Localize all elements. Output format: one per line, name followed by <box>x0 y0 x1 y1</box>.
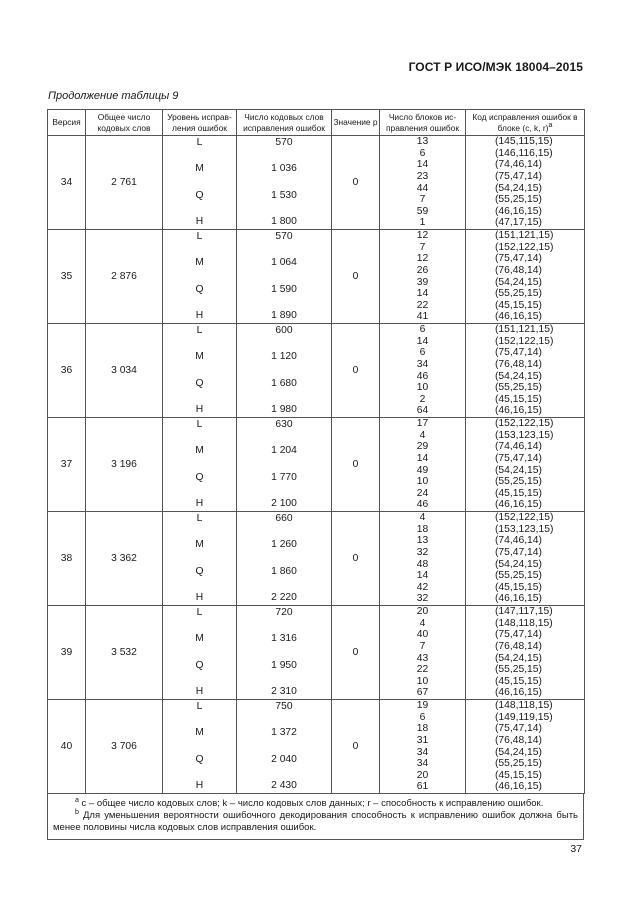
ec-blocks-item: 14 <box>416 335 429 347</box>
table-row <box>48 230 585 324</box>
cell-p-value: 0 <box>332 324 380 418</box>
cell-ec-codewords-list <box>237 512 331 605</box>
ec-blocks-item: 32 <box>416 546 429 558</box>
ec-code-item: (152,122,15) <box>495 418 554 430</box>
ec-level-item: M <box>195 445 204 457</box>
ec-code-item: (54,24,15) <box>495 370 542 382</box>
col-header-ec-code <box>466 110 585 136</box>
cell-ec-code <box>466 418 585 512</box>
ec-code-item: (55,25,15) <box>495 288 542 300</box>
ec-code-item: (75,47,14) <box>495 347 542 359</box>
cell-ec-codewords <box>237 136 332 230</box>
ec-code-item: (54,24,15) <box>495 182 542 194</box>
ec-level-item: L <box>196 137 203 148</box>
table-caption: Продолжение таблицы 9 <box>48 90 179 102</box>
ec-level-item: Q <box>195 471 204 483</box>
ec-level-item: Q <box>195 283 204 295</box>
ec-code-item: (153,123,15) <box>495 429 554 441</box>
cell-ec-level-list <box>163 230 236 323</box>
ec-code-item: (55,25,15) <box>495 194 542 206</box>
ec-blocks-item: 48 <box>416 558 429 570</box>
ec-codewords-item: 2 100 <box>271 497 297 509</box>
cell-ec-code <box>466 230 585 324</box>
ec-blocks-item: 34 <box>416 358 429 370</box>
ec-level-item: L <box>196 701 203 712</box>
ec-code-item: (148,118,15) <box>495 617 553 629</box>
table-header-row <box>48 110 585 136</box>
cell-p-value: 0 <box>332 418 380 512</box>
ec-blocks-item: 7 <box>419 640 426 652</box>
ec-blocks-item: 12 <box>416 230 429 242</box>
cell-version: 37 <box>48 418 86 512</box>
ec-blocks-item: 31 <box>416 734 429 746</box>
table-row <box>48 324 585 418</box>
footnote-b <box>53 810 578 834</box>
ec-blocks-item: 1 <box>419 217 426 229</box>
col-header-ec-level: Уровень исправ-ления ошибок <box>163 110 237 136</box>
ec-codewords-item: 1 890 <box>271 309 297 321</box>
ec-code-item: (74,46,14) <box>495 535 542 547</box>
cell-ec-codewords-list <box>237 230 331 323</box>
ec-code-item: (152,122,15) <box>495 241 554 253</box>
ec-blocks-item: 26 <box>416 264 429 276</box>
cell-ec-blocks-list <box>380 324 465 417</box>
cell-ec-code-list <box>466 606 584 699</box>
table-row <box>48 512 585 606</box>
cell-ec-codewords-list <box>237 136 331 229</box>
cell-ec-blocks-list <box>380 418 465 511</box>
ec-codewords-item: 1 980 <box>271 403 297 415</box>
ec-code-item: (54,24,15) <box>495 558 542 570</box>
cell-version: 39 <box>48 606 86 700</box>
footnote-ref-a: a <box>548 121 553 129</box>
cell-ec-codewords <box>237 324 332 418</box>
ec-code-item: (75,47,14) <box>495 452 542 464</box>
ec-code-item: (54,24,15) <box>495 746 542 758</box>
col-header-ec-code-text: Код исправления ошибок в блоке (c, k, r) <box>472 112 578 133</box>
ec-code-item: (46,16,15) <box>495 499 542 511</box>
cell-ec-blocks-list <box>380 136 465 229</box>
ec-level-item: H <box>195 403 204 415</box>
ec-blocks-item: 14 <box>416 452 429 464</box>
ec-code-item: (75,47,14) <box>495 723 542 735</box>
ec-blocks-item: 67 <box>416 687 429 699</box>
cell-ec-level <box>163 230 237 324</box>
ec-level-item: L <box>196 231 203 242</box>
cell-ec-blocks <box>380 700 466 794</box>
cell-p-value: 0 <box>332 606 380 700</box>
ec-blocks-item: 29 <box>416 441 429 453</box>
ec-code-item: (46,16,15) <box>495 405 542 417</box>
ec-blocks-item: 13 <box>416 136 429 148</box>
cell-ec-codewords-list <box>237 418 331 511</box>
ec-level-item: Q <box>195 753 204 765</box>
ec-code-item: (76,48,14) <box>495 358 542 370</box>
ec-codewords-item: 1 372 <box>271 727 297 739</box>
cell-ec-code <box>466 606 585 700</box>
col-header-total-codewords: Общее число кодовых слов <box>86 110 163 136</box>
cell-total-codewords: 2 761 <box>86 136 163 230</box>
cell-ec-codewords <box>237 418 332 512</box>
ec-blocks-item: 44 <box>416 182 429 194</box>
ec-blocks-item: 14 <box>416 159 429 171</box>
ec-blocks-item: 13 <box>416 535 429 547</box>
ec-blocks-item: 20 <box>416 606 429 618</box>
cell-version: 36 <box>48 324 86 418</box>
ec-code-item: (74,46,14) <box>495 159 542 171</box>
ec-code-item: (45,15,15) <box>495 769 542 781</box>
ec-codewords-item: 1 860 <box>271 565 297 577</box>
table-row <box>48 700 585 794</box>
ec-blocks-item: 10 <box>416 675 429 687</box>
ec-code-item: (55,25,15) <box>495 758 542 770</box>
footnote-mark-a: a <box>75 796 79 804</box>
ec-codewords-item: 2 430 <box>271 779 297 791</box>
ec-codewords-item: 1 590 <box>271 283 297 295</box>
ec-codewords-item: 1 036 <box>271 163 297 175</box>
ec-blocks-item: 6 <box>419 711 426 723</box>
cell-p-value: 0 <box>332 230 380 324</box>
ec-blocks-item: 14 <box>416 570 429 582</box>
cell-ec-blocks-list <box>380 230 465 323</box>
cell-ec-code <box>466 136 585 230</box>
ec-level-item: M <box>195 727 204 739</box>
cell-ec-blocks-list <box>380 606 465 699</box>
ec-code-item: (76,48,14) <box>495 640 542 652</box>
cell-ec-blocks-list <box>380 512 465 605</box>
table-footnotes <box>47 794 584 840</box>
ec-codewords-item: 750 <box>275 701 293 712</box>
ec-codewords-item: 1 770 <box>271 471 297 483</box>
ec-level-item: M <box>195 257 204 269</box>
ec-level-item: H <box>195 591 204 603</box>
ec-blocks-item: 14 <box>416 288 429 300</box>
ec-blocks-item: 7 <box>419 194 426 206</box>
cell-ec-blocks <box>380 324 466 418</box>
ec-blocks-item: 18 <box>416 523 429 535</box>
ec-blocks-item: 42 <box>416 581 429 593</box>
ec-blocks-item: 12 <box>416 253 429 265</box>
ec-codewords-item: 600 <box>275 325 293 336</box>
cell-ec-level-list <box>163 512 236 605</box>
cell-ec-code-list <box>466 136 584 229</box>
ec-blocks-item: 6 <box>419 347 426 359</box>
cell-total-codewords: 3 706 <box>86 700 163 794</box>
ec-blocks-item: 7 <box>419 241 426 253</box>
cell-ec-blocks-list <box>380 700 465 793</box>
cell-total-codewords: 2 876 <box>86 230 163 324</box>
ec-blocks-item: 46 <box>416 499 429 511</box>
ec-blocks-item: 19 <box>416 700 429 712</box>
cell-p-value: 0 <box>332 512 380 606</box>
cell-p-value: 0 <box>332 136 380 230</box>
ec-blocks-item: 23 <box>416 170 429 182</box>
ec-blocks-item: 4 <box>419 429 426 441</box>
ec-code-item: (151,121,15) <box>495 230 554 242</box>
table-row <box>48 606 585 700</box>
ec-code-item: (146,116,15) <box>495 147 553 159</box>
ec-code-item: (45,15,15) <box>495 581 542 593</box>
ec-blocks-item: 4 <box>419 617 426 629</box>
cell-ec-code-list <box>466 418 584 511</box>
ec-level-item: H <box>195 497 204 509</box>
cell-ec-level-list <box>163 136 236 229</box>
cell-ec-codewords-list <box>237 700 331 793</box>
cell-total-codewords: 3 196 <box>86 418 163 512</box>
ec-codewords-item: 1 950 <box>271 659 297 671</box>
ec-blocks-item: 32 <box>416 593 429 605</box>
footnote-b-text: Для уменьшения вероятности ошибочного декодирования способность к исправлению ошибок должна быть менее половины числа кодовых слов исправления ошибок. <box>53 810 578 833</box>
cell-ec-level-list <box>163 418 236 511</box>
col-header-p-value: Значение p <box>332 110 380 136</box>
ec-codewords-item: 1 680 <box>271 377 297 389</box>
ec-level-item: L <box>196 607 203 618</box>
table-row <box>48 418 585 512</box>
ec-code-item: (54,24,15) <box>495 464 542 476</box>
ec-level-item: L <box>196 513 203 524</box>
ec-blocks-item: 22 <box>416 299 429 311</box>
ec-blocks-item: 46 <box>416 370 429 382</box>
ec-level-item: Q <box>195 565 204 577</box>
cell-p-value: 0 <box>332 700 380 794</box>
ec-code-item: (75,47,14) <box>495 253 542 265</box>
ec-code-item: (152,122,15) <box>495 512 554 524</box>
cell-version: 35 <box>48 230 86 324</box>
ec-code-item: (149,119,15) <box>495 711 553 723</box>
ec-blocks-item: 4 <box>419 512 426 524</box>
ec-blocks-item: 24 <box>416 487 429 499</box>
ec-code-item: (147,117,15) <box>495 606 553 618</box>
ec-level-item: L <box>196 325 203 336</box>
ec-level-item: H <box>195 215 204 227</box>
cell-ec-level-list <box>163 324 236 417</box>
ec-codewords-item: 630 <box>275 419 293 430</box>
cell-ec-level <box>163 606 237 700</box>
ec-code-item: (75,47,14) <box>495 170 542 182</box>
ec-code-item: (145,115,15) <box>495 136 553 148</box>
ec-blocks-item: 43 <box>416 652 429 664</box>
ec-codewords-item: 1 120 <box>271 351 297 363</box>
cell-ec-level-list <box>163 606 236 699</box>
ec-code-item: (151,121,15) <box>495 324 554 336</box>
cell-ec-blocks <box>380 512 466 606</box>
ec-code-item: (46,16,15) <box>495 687 542 699</box>
ec-level-item: M <box>195 633 204 645</box>
ec-level-item: Q <box>195 659 204 671</box>
cell-ec-level <box>163 418 237 512</box>
ec-code-item: (54,24,15) <box>495 652 542 664</box>
ec-codewords-item: 1 530 <box>271 189 297 201</box>
ec-blocks-item: 2 <box>419 393 426 405</box>
cell-ec-level <box>163 324 237 418</box>
ec-blocks-item: 20 <box>416 769 429 781</box>
cell-ec-codewords <box>237 512 332 606</box>
cell-total-codewords: 3 532 <box>86 606 163 700</box>
cell-version: 34 <box>48 136 86 230</box>
cell-ec-codewords-list <box>237 606 331 699</box>
cell-ec-level <box>163 136 237 230</box>
ec-code-item: (55,25,15) <box>495 570 542 582</box>
cell-ec-code <box>466 324 585 418</box>
cell-ec-code-list <box>466 324 584 417</box>
ec-codewords-item: 2 040 <box>271 753 297 765</box>
ec-blocks-item: 34 <box>416 758 429 770</box>
cell-ec-codewords-list <box>237 324 331 417</box>
ec-blocks-item: 6 <box>419 324 426 336</box>
ec-codewords-item: 570 <box>275 137 293 148</box>
cell-ec-codewords <box>237 700 332 794</box>
ec-blocks-item: 10 <box>416 382 429 394</box>
cell-ec-code-list <box>466 700 584 793</box>
footnote-a-text: c – общее число кодовых слов; k – число кодовых слов данных; r – способность к исправлению ошибок. <box>81 798 544 809</box>
ec-codewords-item: 1 064 <box>271 257 297 269</box>
ec-code-item: (46,16,15) <box>495 205 542 217</box>
ec-codewords-item: 2 310 <box>271 685 297 697</box>
ec-codewords-item: 1 800 <box>271 215 297 227</box>
ec-codewords-item: 570 <box>275 231 293 242</box>
cell-total-codewords: 3 034 <box>86 324 163 418</box>
ec-code-item: (55,25,15) <box>495 382 542 394</box>
ec-level-item: Q <box>195 377 204 389</box>
ec-codewords-item: 1 260 <box>271 539 297 551</box>
cell-ec-level <box>163 700 237 794</box>
cell-ec-blocks <box>380 136 466 230</box>
cell-ec-blocks <box>380 230 466 324</box>
ec-blocks-item: 40 <box>416 629 429 641</box>
cell-ec-code <box>466 512 585 606</box>
cell-ec-codewords <box>237 606 332 700</box>
ec-code-item: (153,123,15) <box>495 523 554 535</box>
cell-ec-code-list <box>466 512 584 605</box>
cell-ec-level <box>163 512 237 606</box>
ec-codewords-item: 2 220 <box>271 591 297 603</box>
cell-ec-codewords <box>237 230 332 324</box>
ec-code-item: (152,122,15) <box>495 335 554 347</box>
cell-version: 40 <box>48 700 86 794</box>
cell-version: 38 <box>48 512 86 606</box>
ec-code-item: (148,118,15) <box>495 700 553 712</box>
cell-ec-code <box>466 700 585 794</box>
cell-ec-code-list <box>466 230 584 323</box>
ec-code-item: (76,48,14) <box>495 734 542 746</box>
ec-level-item: H <box>195 779 204 791</box>
cell-ec-blocks <box>380 606 466 700</box>
ec-level-item: M <box>195 163 204 175</box>
footnote-a <box>53 798 578 810</box>
ec-blocks-item: 49 <box>416 464 429 476</box>
table-9 <box>47 109 585 794</box>
footnote-mark-b: b <box>75 808 79 816</box>
ec-blocks-item: 41 <box>416 311 429 323</box>
ec-blocks-item: 64 <box>416 405 429 417</box>
page-number: 37 <box>570 843 582 855</box>
ec-blocks-item: 6 <box>419 147 426 159</box>
ec-codewords-item: 660 <box>275 513 293 524</box>
ec-codewords-item: 720 <box>275 607 293 618</box>
ec-code-item: (46,16,15) <box>495 311 542 323</box>
ec-blocks-item: 22 <box>416 664 429 676</box>
ec-blocks-item: 10 <box>416 476 429 488</box>
ec-code-item: (46,16,15) <box>495 781 542 793</box>
ec-code-item: (75,47,14) <box>495 546 542 558</box>
ec-codewords-item: 1 316 <box>271 633 297 645</box>
ec-code-item: (75,47,14) <box>495 629 542 641</box>
ec-code-item: (45,15,15) <box>495 299 542 311</box>
ec-level-item: Q <box>195 189 204 201</box>
ec-level-item: L <box>196 419 203 430</box>
col-header-ec-codewords: Число кодовых слов исправления ошибок <box>237 110 332 136</box>
ec-code-item: (54,24,15) <box>495 276 542 288</box>
ec-code-item: (76,48,14) <box>495 264 542 276</box>
ec-code-item: (45,15,15) <box>495 487 542 499</box>
ec-blocks-item: 34 <box>416 746 429 758</box>
ec-code-item: (74,46,14) <box>495 441 542 453</box>
ec-level-item: M <box>195 539 204 551</box>
ec-code-item: (46,16,15) <box>495 593 542 605</box>
ec-level-item: M <box>195 351 204 363</box>
ec-level-item: H <box>195 309 204 321</box>
col-header-ec-blocks: Число блоков ис-правления ошибок <box>380 110 466 136</box>
document-header: ГОСТ Р ИСО/МЭК 18004–2015 <box>408 60 583 74</box>
cell-ec-blocks <box>380 418 466 512</box>
ec-code-item: (47,17,15) <box>495 217 542 229</box>
ec-code-item: (55,25,15) <box>495 664 542 676</box>
cell-ec-level-list <box>163 700 236 793</box>
cell-total-codewords: 3 362 <box>86 512 163 606</box>
ec-code-item: (45,15,15) <box>495 675 542 687</box>
ec-blocks-item: 39 <box>416 276 429 288</box>
table-row <box>48 136 585 230</box>
ec-codewords-item: 1 204 <box>271 445 297 457</box>
ec-blocks-item: 59 <box>416 205 429 217</box>
ec-level-item: H <box>195 685 204 697</box>
ec-code-item: (55,25,15) <box>495 476 542 488</box>
ec-blocks-item: 18 <box>416 723 429 735</box>
col-header-version: Версия <box>48 110 86 136</box>
ec-blocks-item: 17 <box>416 418 429 430</box>
ec-code-item: (45,15,15) <box>495 393 542 405</box>
ec-blocks-item: 61 <box>416 781 429 793</box>
